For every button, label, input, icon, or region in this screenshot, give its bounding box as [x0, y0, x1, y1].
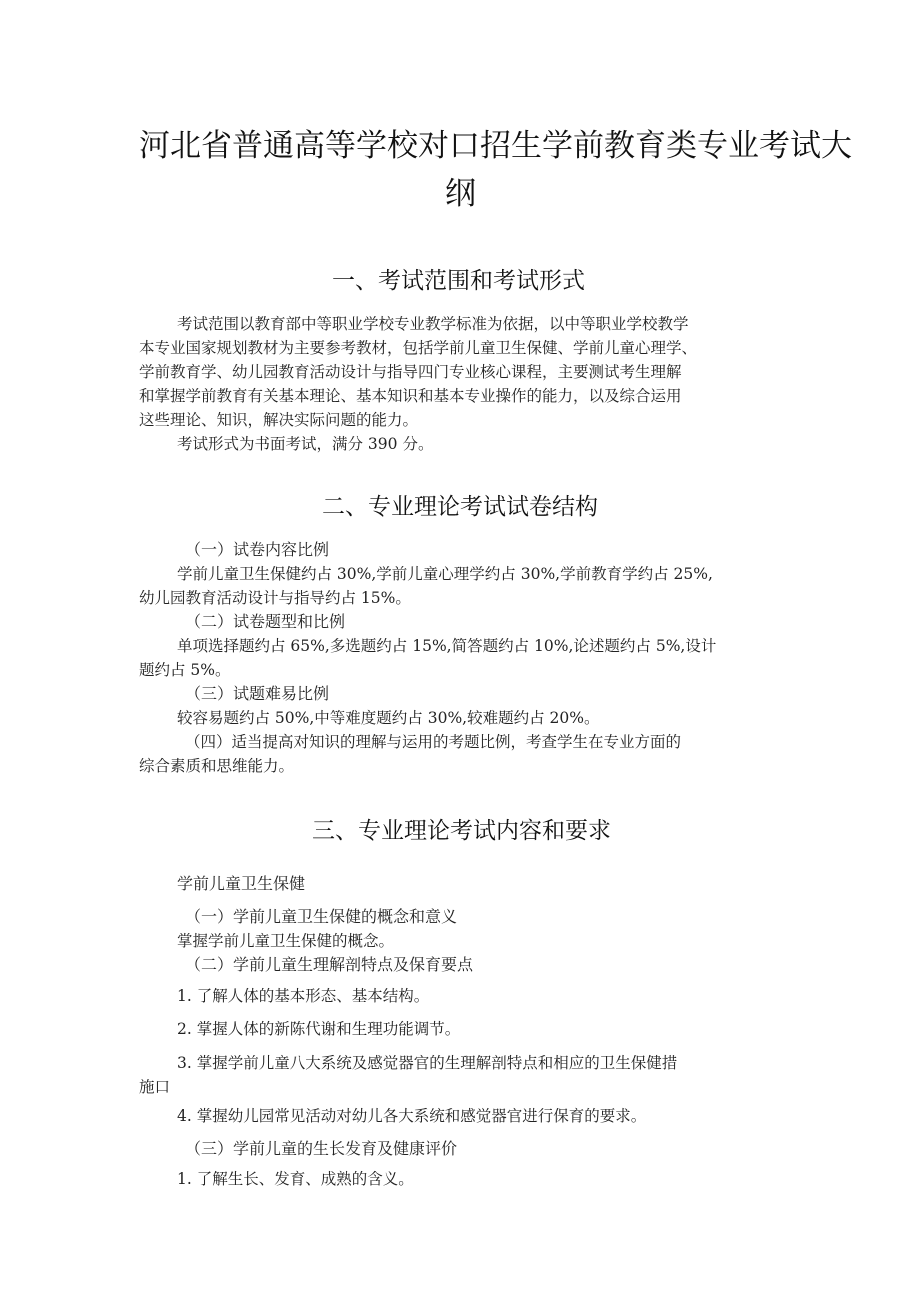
document-title-line-2: 纲: [445, 176, 476, 212]
document-title-line-1: 河北省普通高等学校对口招生学前教育类专业考试大: [139, 128, 852, 164]
section-2-subheading-3: （三）试题难易比例: [185, 684, 330, 703]
section-3-subheading-3: （三）学前儿童的生长发育及健康评价: [185, 1139, 458, 1158]
section-1-paragraph-line: 和掌握学前教育有关基本理论、基本知识和基本专业操作的能力，以及综合运用: [139, 387, 682, 405]
list-item: 4. 掌握幼儿园常见活动对幼儿各大系统和感觉器官进行保育的要求。: [177, 1107, 647, 1125]
section-1-paragraph-line: 这些理论、知识，解决实际问题的能力。: [139, 411, 419, 429]
section-2-sub-2-text: 题约占 5%。: [139, 661, 231, 679]
list-item: 3. 掌握学前儿童八大系统及感觉器官的生理解剖特点和相应的卫生保健措: [177, 1054, 678, 1072]
course-title: 学前儿童卫生保健: [177, 874, 306, 893]
section-1-paragraph-line: 本专业国家规划教材为主要参考教材，包括学前儿童卫生保健、学前儿童心理学、: [139, 339, 698, 357]
list-item: 2. 掌握人体的新陈代谢和生理功能调节。: [177, 1020, 461, 1038]
section-2-sub-4-text: （四）适当提高对知识的理解与运用的考题比例，考查学生在专业方面的: [185, 733, 682, 751]
section-2-sub-3-text: 较容易题约占 50%,中等难度题约占 30%,较难题约占 20%。: [177, 709, 600, 727]
section-1-paragraph-line: 学前教育学、幼儿园教育活动设计与指导四门专业核心课程，主要测试考生理解: [139, 363, 682, 381]
section-1-paragraph-line: 考试范围以教育部中等职业学校专业教学标准为依据，以中等职业学校教学: [177, 315, 689, 333]
section-2-subheading-2: （二）试卷题型和比例: [185, 612, 346, 631]
section-3-sub-1-text: 掌握学前儿童卫生保健的概念。: [177, 932, 395, 950]
section-2-sub-2-text: 单项选择题约占 65%,多选题约占 15%,简答题约占 10%,论述题约占 5%,设计: [177, 637, 717, 655]
section-2-sub-1-text: 幼儿园教育活动设计与指导约占 15%。: [139, 589, 411, 607]
section-3-subheading-1: （一）学前儿童卫生保健的概念和意义: [185, 907, 458, 926]
list-item: 1. 了解人体的基本形态、基本结构。: [177, 987, 430, 1005]
list-item-continuation: 施口: [139, 1078, 171, 1096]
section-1-heading: 一、考试范围和考试形式: [332, 268, 585, 294]
section-3-heading: 三、专业理论考试内容和要求: [312, 818, 611, 844]
section-3-subheading-2: （二）学前儿童生理解剖特点及保育要点: [185, 955, 474, 974]
section-2-heading: 二、专业理论考试试卷结构: [322, 494, 598, 520]
list-item: 1. 了解生长、发育、成熟的含义。: [177, 1170, 414, 1188]
section-2-subheading-1: （一）试卷内容比例: [185, 540, 330, 559]
section-2-sub-4-text: 综合素质和思维能力。: [139, 757, 295, 775]
exam-format-text: 考试形式为书面考试，满分 390 分。: [177, 435, 434, 453]
section-2-sub-1-text: 学前儿童卫生保健约占 30%,学前儿童心理学约占 30%,学前教育学约占 25%,: [177, 565, 713, 583]
